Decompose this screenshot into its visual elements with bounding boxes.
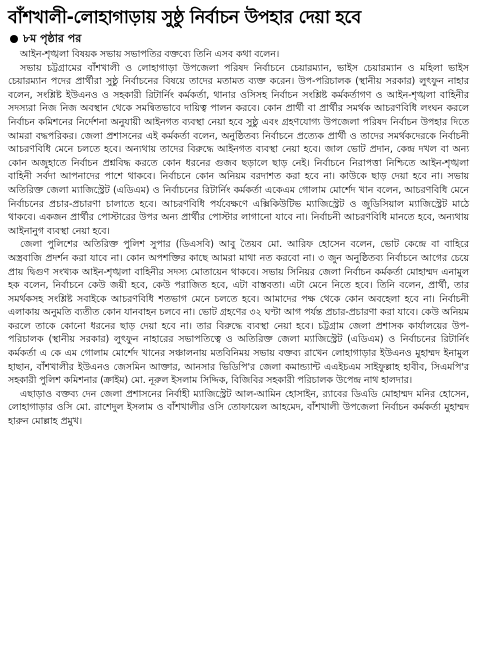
continued-from-line xyxy=(8,32,469,46)
paragraph: এছাড়াও বক্তব্য দেন জেলা প্রশাসনের নির্বাহী ম্যাজিস্ট্রেট আল-আমিন হোসাইন, র‍্যাবের ডিএডি মোহাম্মদ মনির হোসেন, লোহাগাড়ার ওসি মো. রাশেদুল ইসলাম ও বাঁশখালীর ওসি তোফায়েল আহমেদ, বাঁশখালী উপজেলা নির্বাচন কর্মকর্তা মুহাম্মদ হারুন মোল্লাহ প্রমুখ। xyxy=(8,388,469,428)
paragraph: জেলা পুলিশের অতিরিক্ত পুলিশ সুপার (ডিএসবি) আবু তৈয়ব মো. আরিফ হোসেন বলেন, ভোট কেন্দ্রে বা বাহিরে অস্ত্রবাজি প্রদর্শন করা যাবে না। কোন অপশক্তির কাছে আমরা মাথা নত করবো না। ৩ জুন অনুষ্ঠিতব্য নির্বাচনে আগের চেয়ে প্রায় দ্বিগুণ সংখ্যক আইন-শৃঙ্খলা বাহিনীর সদস্য মোতায়েন থাকবে। সভায় সিনিয়র জেলা নির্বাচন কর্মকর্তা মোহাম্মদ এনামুল হক বলেন, নির্বাচনে কেউ জয়ী হবে, কেউ পরাজিত হবে, এটা বাস্তবতা। এটা মেনে নিতে হবে। তিনি বলেন, প্রার্থী, তার সমর্থকসহ সংশ্লিষ্ট সবাইকে আচরণবিধি শতভাগ মেনে চলতে হবে। আমাদের পক্ষ থেকে কোন অবহেলা হবে না। নির্বাচনী এলাকায় অনুমতি ব্যতীত কোন যানবাহন চলবে না। ভোট গ্রহণের ৩২ ঘণ্টা আগ পর্যন্ত প্রচার-প্রচারণা করা যাবে। কেউ অনিয়ম করলে তাকে কোনো ধরনের ছাড় দেয়া হবে না। তার বিরুদ্ধে ব্যবস্থা নেয়া হবে। চট্টগ্রাম জেলা প্রশাসক কার্যালয়ের উপ-পরিচালক (স্থানীয় সরকার) লুৎফুন নাহারের সভাপতিত্বে ও অতিরিক্ত জেলা ম্যাজিস্ট্রেট (এডিএম) ও নির্বাচনের রিটার্নিং কর্মকর্তা এ কে এম গোলাম মোর্শেদ খানের সঞ্চালনায় মতবিনিময় সভায় বক্তব্য রাখেন লোহাগাড়ার ইউএনও মুহাম্মদ ইনামুল হাছান, বাঁশখালীর ইউএনও জেসমিন আক্তার, আনসার ভিডিপি'র জেলা কমান্ড্যান্ট এএইচএম সাইফুল্লাহ হাবীব, সিএমপি'র সহকারী পুলিশ কমিশনার (ক্রাইম) মো. নূরুল ইসলাম সিদ্দিক, বিজিবির সহকারী পরিচালক উপেন্দ্র নাথ হালদার। xyxy=(8,239,469,387)
continued-from-label: ৮ম পৃষ্ঠার পর xyxy=(23,32,82,45)
headline: বাঁশখালী-লোহাগাড়ায় সুষ্ঠু নির্বাচন উপহার দেয়া হবে xyxy=(8,8,361,28)
article-body xyxy=(8,48,469,429)
paragraph: আইন-শৃঙ্খলা বিষয়ক সভায় সভাপতির বক্তব্যে তিনি এসব কথা বলেন। xyxy=(20,49,280,60)
paragraph: সভায় চট্টগ্রামের বাঁশখালী ও লোহাগাড়া উপজেলা পরিষদ নির্বাচনে চেয়ারম্যান, ভাইস চেয়ারম্যান ও মহিলা ভাইস চেয়ারম্যান পদের প্রার্থীরা সুষ্ঠু নির্বাচনের বিষয়ে তাদের মতামত ব্যক্ত করেন। উপ-পরিচালক (স্থানীয় সরকার) লুৎফুন নাহার বলেন, সংশ্লিষ্ট ইউএনও ও সহকারী রিটার্নিং কর্মকর্তা, থানার ওসিসহ নির্বাচন সংশ্লিষ্ট কর্মকর্তাগণ ও আইন-শৃঙ্খলা বাহিনীর সদস্যরা নিজ নিজ অবস্থান থেকে সমন্বিতভাবে দায়িত্ব পালন করবে। কোন প্রার্থী বা প্রার্থীর সমর্থক আচরণবিধি লংঘন করলে নির্বাচন কমিশনের নির্দেশনা অনুযায়ী আইনগত ব্যবস্থা নেয়া হবে সুষ্ঠু এবং গ্রহণযোগ্য উপজেলা পরিষদ নির্বাচন উপহার দিতে আমরা বদ্ধপরিকর। জেলা প্রশাসনের এই কর্মকর্তা বলেন, অনুষ্ঠিতব্য নির্বাচনে প্রত্যেক প্রার্থী ও তাদের সমর্থকদেরকে নির্বাচনী আচরণবিধি মেনে চলতে হবে। অন্যথায় তাদের বিরুদ্ধে আইনগত ব্যবস্থা নেয়া হবে। জাল ভোট প্রদান, কেন্দ্র দখল বা অন্য কোন অজুহাতে নির্বাচন প্রশ্নবিদ্ধ করতে কোন ধরনের গুজব ছড়ালে ছাড় নেই। নির্বাচনে নিরাপত্তা নিশ্চিতে আইন-শৃঙ্খলা বাহিনী সর্বদা আপনাদের পাশে থাকবে। নির্বাচনে কোন অনিয়ম বরদাশত করা হবে না। কাউকে ছাড় দেয়া হবে না। সভায় অতিরিক্ত জেলা ম্যাজিস্ট্রেট (এডিএম) ও নির্বাচনের রিটার্নিং কর্মকর্তা একেএম গোলাম মোর্শেদ খান বলেন, আচরণবিধি মেনে নির্বাচনের প্রচার-প্রচারণা চালাতে হবে। আচরণবিধি পর্যবেক্ষণে এক্সিকিউটিভ ম্যাজিস্ট্রেট ও জুডিসিয়াল ম্যাজিস্ট্রেট মাঠে থাকবে। একজন প্রার্থীর পোস্টারের উপর অন্য প্রার্থীর পোস্টার লাগানো যাবে না। নির্বাচনী আচরণবিধি মানতে হবে, অন্যথায় আইনানুগ ব্যবস্থা নেয়া হবে। xyxy=(8,62,469,237)
bullet-icon xyxy=(10,35,18,43)
